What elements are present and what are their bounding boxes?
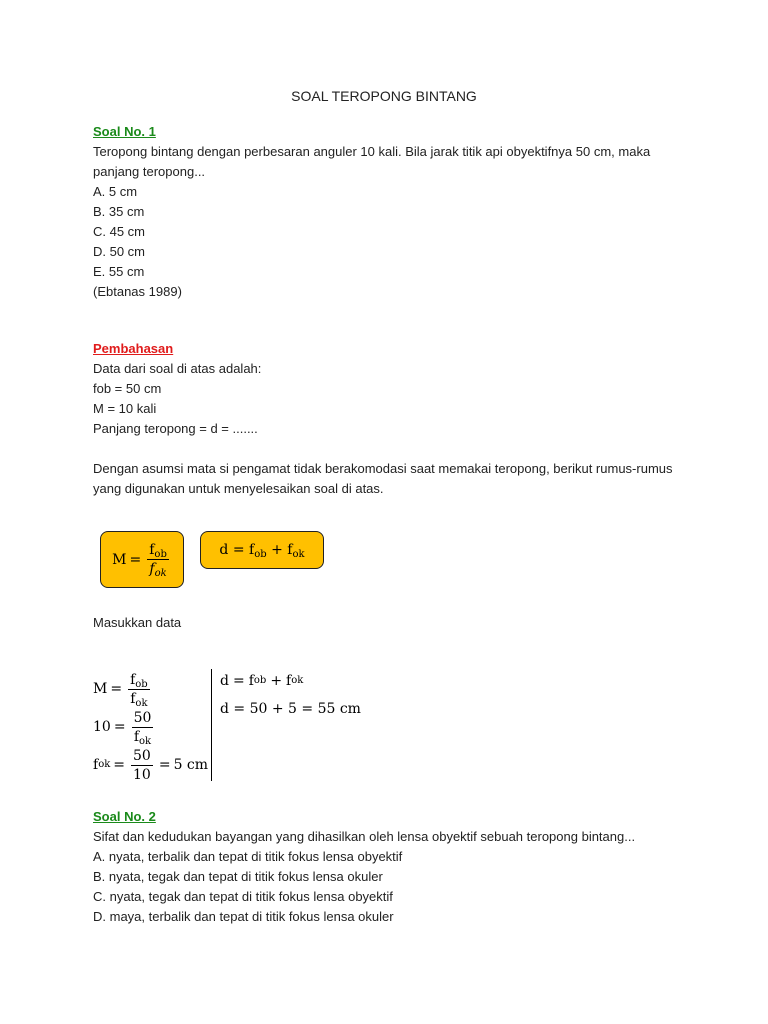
equals-sign: =: [113, 719, 126, 735]
symbol-d: d: [220, 673, 229, 689]
given-m: M = 10 kali: [93, 401, 157, 416]
option-e: E. 55 cm: [93, 264, 145, 279]
symbol-f: f: [149, 542, 155, 558]
fraction-50-10: [131, 747, 153, 784]
calc-d-formula: d = f ob + f ok: [220, 673, 304, 689]
calc-m-formula: [93, 670, 153, 708]
question-1-text-line1: Teropong bintang dengan perbesaran anguler 10 kali. Bila jarak titik api obyektifnya 50 cm, maka: [93, 144, 651, 159]
option-d: D. 50 cm: [93, 244, 146, 259]
equals-sign: =: [129, 551, 142, 568]
symbol-f: f: [149, 561, 155, 577]
symbol-f: f: [286, 673, 292, 689]
sub-ok: ok: [154, 568, 167, 579]
question-1-heading: Soal No. 1: [93, 124, 156, 139]
calc-d-result: d = 50 + 5 = 55 cm: [220, 701, 361, 717]
value-fifty: 50: [133, 709, 152, 726]
symbol-m: M: [93, 681, 108, 697]
symbol-f: f: [130, 690, 136, 707]
symbol-f: f: [130, 671, 136, 688]
plus-sign: +: [271, 542, 283, 558]
fraction-fob-fok: [147, 541, 169, 578]
q2-option-a: A. nyata, terbalik dan tepat di titik fokus lensa obyektif: [93, 849, 403, 864]
sub-ok: ok: [135, 697, 148, 709]
assumption-line2: yang digunakan untuk menyelesaikan soal di atas.: [93, 481, 384, 496]
option-a: A. 5 cm: [93, 184, 138, 199]
equals-sign: =: [158, 757, 171, 773]
calc-divider: [211, 669, 212, 781]
value-ten: 10: [133, 766, 151, 783]
symbol-d: d: [219, 542, 229, 558]
given-fob: fob = 50 cm: [93, 381, 162, 396]
question-1: [93, 122, 683, 302]
question-1-source: (Ebtanas 1989): [93, 284, 182, 299]
solution: [93, 339, 683, 439]
plus-sign: +: [270, 673, 283, 689]
equals-sign: =: [232, 542, 245, 558]
symbol-m: M: [112, 551, 127, 568]
calc-substitution: [93, 708, 156, 746]
question-1-text-line2: panjang teropong...: [93, 164, 206, 179]
equals-sign: =: [232, 673, 245, 689]
symbol-f: f: [287, 542, 293, 558]
value-ten: 10: [93, 719, 111, 735]
sub-ob: ob: [154, 549, 167, 560]
value-fifty: 50: [133, 747, 151, 764]
insert-data-label-block: [93, 613, 683, 633]
equals-sign: =: [113, 757, 126, 773]
option-c: C. 45 cm: [93, 224, 146, 239]
sub-ob: ob: [135, 678, 148, 690]
page-title: SOAL TEROPONG BINTANG: [291, 88, 477, 104]
fraction-fob-fok: [128, 671, 150, 708]
equals-sign: =: [110, 681, 123, 697]
formula-box-length: [200, 531, 324, 569]
calc-fok-result: f ok = $\frac{50}{10}$ = 5 cm: [93, 747, 209, 783]
assumption-line1: Dengan asumsi mata si pengamat tidak berakomodasi saat memakai teropong, berikut rumus-rumus: [93, 461, 673, 476]
insert-data-label: Masukkan data: [93, 615, 182, 630]
symbol-f: f: [248, 673, 254, 689]
sub-ok: ok: [139, 735, 152, 747]
question-2-heading: Soal No. 2: [93, 809, 156, 824]
fok-value: 5 cm: [173, 757, 209, 773]
question-2-text: Sifat dan kedudukan bayangan yang dihasilkan oleh lensa obyektif sebuah teropong bintang...: [93, 829, 636, 844]
given-d: Panjang teropong = d = .......: [93, 421, 258, 436]
sub-ok: ok: [292, 549, 305, 560]
sub-ob: ob: [254, 549, 267, 560]
question-2: [93, 807, 683, 927]
formula-box-magnification: [100, 531, 184, 588]
fraction-50-fok: [132, 709, 154, 746]
solution-heading: Pembahasan: [93, 341, 174, 356]
q2-option-d: D. maya, terbalik dan tepat di titik fokus lensa okuler: [93, 909, 394, 924]
assumption-paragraph: [93, 459, 683, 499]
option-b: B. 35 cm: [93, 204, 145, 219]
q2-option-c: C. nyata, tegak dan tepat di titik fokus lensa obyektif: [93, 889, 393, 904]
given-intro: Data dari soal di atas adalah:: [93, 361, 262, 376]
symbol-f: f: [249, 542, 255, 558]
symbol-f: f: [93, 757, 99, 773]
symbol-f: f: [133, 728, 140, 745]
q2-option-b: B. nyata, tegak dan tepat di titik fokus lensa okuler: [93, 869, 383, 884]
